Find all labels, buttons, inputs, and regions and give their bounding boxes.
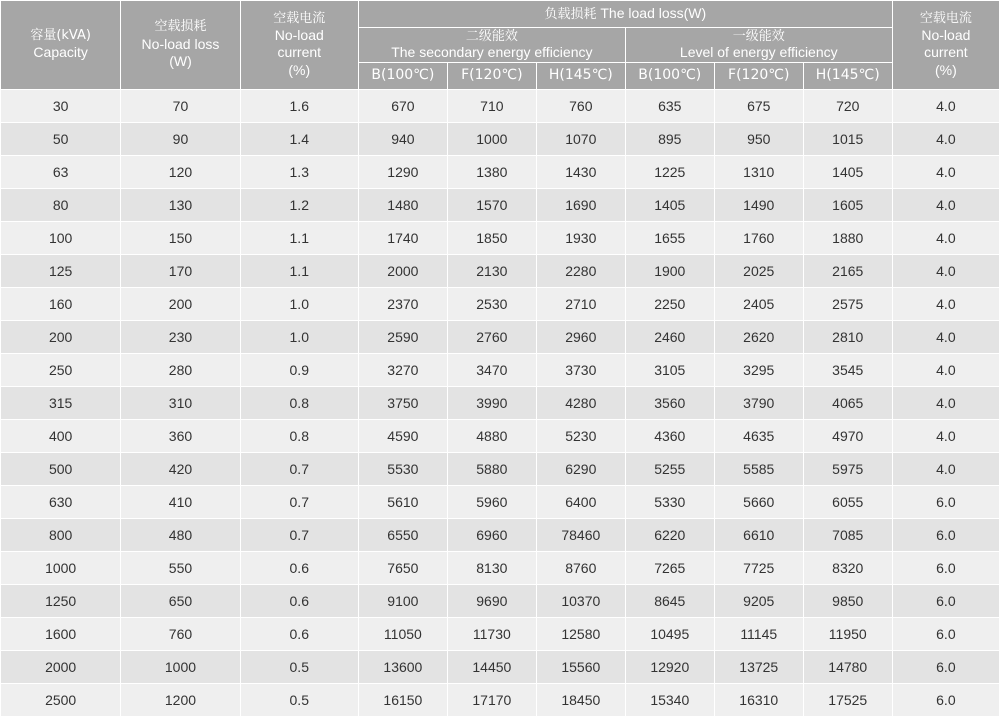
cell-lvl-h: 4065 [803, 387, 892, 420]
header-sec-f: F(120℃) [447, 63, 536, 90]
cell-sec-h: 2960 [536, 321, 625, 354]
cell-no-load-loss: 280 [121, 354, 240, 387]
cell-lvl-f: 2025 [714, 255, 803, 288]
cell-capacity: 200 [1, 321, 121, 354]
cell-sec-f: 710 [447, 90, 536, 123]
cell-no-load-current: 1.4 [240, 123, 358, 156]
table-row [1, 387, 1000, 420]
cell-capacity: 160 [1, 288, 121, 321]
cell-no-load-current-2: 4.0 [892, 354, 999, 387]
cell-no-load-loss: 310 [121, 387, 240, 420]
cell-no-load-current: 1.1 [240, 222, 358, 255]
cell-sec-b: 940 [358, 123, 447, 156]
cell-sec-h: 760 [536, 90, 625, 123]
cell-no-load-current: 1.2 [240, 189, 358, 222]
cell-sec-f: 3990 [447, 387, 536, 420]
cell-capacity: 800 [1, 519, 121, 552]
cell-lvl-h: 4970 [803, 420, 892, 453]
cell-lvl-f: 11145 [714, 618, 803, 651]
header-no-load-current-left-unit: (%) [288, 61, 311, 78]
table-row [1, 420, 1000, 453]
cell-no-load-loss: 200 [121, 288, 240, 321]
cell-no-load-current-2: 4.0 [892, 156, 999, 189]
cell-sec-h: 2280 [536, 255, 625, 288]
cell-lvl-b: 3105 [625, 354, 714, 387]
cell-lvl-b: 1225 [625, 156, 714, 189]
table-row [1, 156, 1000, 189]
cell-no-load-current-2: 4.0 [892, 453, 999, 486]
cell-capacity: 2000 [1, 651, 121, 684]
cell-no-load-current: 1.6 [240, 90, 358, 123]
cell-no-load-current: 0.6 [240, 585, 358, 618]
header-sec-h: H(145℃) [536, 63, 625, 90]
cell-lvl-b: 12920 [625, 651, 714, 684]
header-row-top [1, 1, 1000, 28]
cell-sec-b: 3270 [358, 354, 447, 387]
cell-sec-b: 16150 [358, 684, 447, 717]
header-load-loss-group [358, 1, 892, 28]
cell-lvl-h: 1605 [803, 189, 892, 222]
cell-lvl-h: 2165 [803, 255, 892, 288]
cell-no-load-current: 0.5 [240, 651, 358, 684]
cell-no-load-current: 0.9 [240, 354, 358, 387]
header-level-efficiency [625, 28, 892, 63]
header-capacity-en: Capacity [33, 44, 88, 61]
cell-lvl-h: 720 [803, 90, 892, 123]
cell-sec-f: 8130 [447, 552, 536, 585]
cell-no-load-current: 0.7 [240, 453, 358, 486]
cell-no-load-current-2: 6.0 [892, 684, 999, 717]
cell-lvl-b: 8645 [625, 585, 714, 618]
header-secondary-efficiency [358, 28, 625, 63]
cell-sec-b: 2590 [358, 321, 447, 354]
cell-sec-f: 14450 [447, 651, 536, 684]
cell-lvl-b: 4360 [625, 420, 714, 453]
cell-no-load-loss: 120 [121, 156, 240, 189]
table-row [1, 651, 1000, 684]
table-row [1, 618, 1000, 651]
cell-sec-b: 13600 [358, 651, 447, 684]
cell-lvl-b: 10495 [625, 618, 714, 651]
header-load-loss-group-cn: 负载损耗 [544, 7, 597, 23]
cell-lvl-f: 16310 [714, 684, 803, 717]
header-no-load-current-right-unit: (%) [934, 61, 957, 78]
cell-sec-f: 5960 [447, 486, 536, 519]
header-no-load-loss-en: No-load loss [141, 35, 220, 52]
cell-no-load-current-2: 4.0 [892, 321, 999, 354]
cell-sec-h: 4280 [536, 387, 625, 420]
cell-sec-f: 11730 [447, 618, 536, 651]
header-no-load-current-right-cn: 空载电流 [919, 10, 972, 26]
cell-no-load-loss: 410 [121, 486, 240, 519]
cell-lvl-b: 7265 [625, 552, 714, 585]
cell-no-load-current-2: 4.0 [892, 288, 999, 321]
header-lvl-f: F(120℃) [714, 63, 803, 90]
cell-sec-h: 10370 [536, 585, 625, 618]
cell-capacity: 63 [1, 156, 121, 189]
cell-sec-b: 1290 [358, 156, 447, 189]
table-row [1, 486, 1000, 519]
header-no-load-current-left-en1: No-load [274, 26, 324, 43]
cell-lvl-h: 6055 [803, 486, 892, 519]
cell-no-load-loss: 760 [121, 618, 240, 651]
header-secondary-efficiency-cn: 二级能效 [465, 28, 518, 44]
cell-capacity: 250 [1, 354, 121, 387]
cell-lvl-h: 1880 [803, 222, 892, 255]
cell-sec-f: 9690 [447, 585, 536, 618]
header-no-load-loss-cn: 空载损耗 [154, 19, 207, 35]
cell-no-load-loss: 650 [121, 585, 240, 618]
cell-lvl-f: 950 [714, 123, 803, 156]
cell-no-load-loss: 550 [121, 552, 240, 585]
cell-no-load-current-2: 4.0 [892, 255, 999, 288]
cell-lvl-b: 1405 [625, 189, 714, 222]
table-row [1, 519, 1000, 552]
cell-no-load-loss: 90 [121, 123, 240, 156]
cell-sec-b: 3750 [358, 387, 447, 420]
table-body [1, 90, 1000, 717]
table-row [1, 189, 1000, 222]
cell-sec-h: 1930 [536, 222, 625, 255]
cell-no-load-current-2: 6.0 [892, 585, 999, 618]
cell-no-load-loss: 70 [121, 90, 240, 123]
cell-lvl-h: 1015 [803, 123, 892, 156]
cell-lvl-f: 2405 [714, 288, 803, 321]
cell-lvl-h: 8320 [803, 552, 892, 585]
header-no-load-current-right [892, 1, 999, 90]
cell-lvl-b: 3560 [625, 387, 714, 420]
cell-lvl-f: 675 [714, 90, 803, 123]
header-no-load-current-left [240, 1, 358, 90]
cell-no-load-current-2: 6.0 [892, 486, 999, 519]
table-row [1, 90, 1000, 123]
cell-capacity: 80 [1, 189, 121, 222]
cell-sec-b: 670 [358, 90, 447, 123]
cell-no-load-loss: 130 [121, 189, 240, 222]
cell-lvl-h: 11950 [803, 618, 892, 651]
cell-capacity: 630 [1, 486, 121, 519]
cell-no-load-current-2: 4.0 [892, 189, 999, 222]
cell-no-load-current: 1.0 [240, 288, 358, 321]
cell-sec-h: 3730 [536, 354, 625, 387]
cell-lvl-f: 6610 [714, 519, 803, 552]
cell-no-load-current-2: 4.0 [892, 387, 999, 420]
cell-sec-f: 1850 [447, 222, 536, 255]
cell-no-load-current: 0.8 [240, 420, 358, 453]
cell-lvl-h: 17525 [803, 684, 892, 717]
cell-lvl-h: 9850 [803, 585, 892, 618]
cell-no-load-current-2: 4.0 [892, 123, 999, 156]
cell-no-load-current-2: 4.0 [892, 90, 999, 123]
cell-sec-h: 6290 [536, 453, 625, 486]
table-row [1, 453, 1000, 486]
header-sec-b: B(100℃) [358, 63, 447, 90]
cell-sec-b: 4590 [358, 420, 447, 453]
cell-sec-b: 1480 [358, 189, 447, 222]
cell-lvl-b: 895 [625, 123, 714, 156]
cell-no-load-current-2: 4.0 [892, 420, 999, 453]
cell-lvl-b: 5255 [625, 453, 714, 486]
cell-sec-f: 6960 [447, 519, 536, 552]
table-header [1, 1, 1000, 90]
table-row [1, 222, 1000, 255]
cell-lvl-b: 635 [625, 90, 714, 123]
table-row [1, 354, 1000, 387]
cell-sec-h: 12580 [536, 618, 625, 651]
cell-sec-f: 4880 [447, 420, 536, 453]
cell-capacity: 2500 [1, 684, 121, 717]
cell-sec-f: 2130 [447, 255, 536, 288]
cell-lvl-b: 1655 [625, 222, 714, 255]
cell-lvl-f: 1760 [714, 222, 803, 255]
cell-sec-b: 5530 [358, 453, 447, 486]
cell-no-load-current: 0.6 [240, 552, 358, 585]
cell-sec-b: 5610 [358, 486, 447, 519]
cell-sec-b: 2370 [358, 288, 447, 321]
cell-lvl-b: 15340 [625, 684, 714, 717]
header-capacity-cn: 容量(kVA) [30, 28, 91, 44]
cell-no-load-loss: 480 [121, 519, 240, 552]
cell-sec-f: 1570 [447, 189, 536, 222]
cell-no-load-loss: 230 [121, 321, 240, 354]
cell-sec-h: 78460 [536, 519, 625, 552]
cell-sec-h: 5230 [536, 420, 625, 453]
cell-lvl-f: 9205 [714, 585, 803, 618]
cell-no-load-current: 1.3 [240, 156, 358, 189]
cell-sec-h: 18450 [536, 684, 625, 717]
cell-no-load-current-2: 6.0 [892, 651, 999, 684]
cell-no-load-loss: 1200 [121, 684, 240, 717]
table-row [1, 321, 1000, 354]
cell-no-load-current: 0.7 [240, 486, 358, 519]
header-level-efficiency-cn: 一级能效 [732, 28, 785, 44]
cell-lvl-f: 1490 [714, 189, 803, 222]
cell-lvl-h: 1405 [803, 156, 892, 189]
cell-lvl-f: 1310 [714, 156, 803, 189]
cell-lvl-f: 4635 [714, 420, 803, 453]
cell-capacity: 1000 [1, 552, 121, 585]
cell-sec-f: 17170 [447, 684, 536, 717]
cell-sec-b: 9100 [358, 585, 447, 618]
cell-capacity: 125 [1, 255, 121, 288]
cell-no-load-loss: 170 [121, 255, 240, 288]
cell-capacity: 100 [1, 222, 121, 255]
cell-lvl-f: 3295 [714, 354, 803, 387]
cell-lvl-b: 2460 [625, 321, 714, 354]
cell-lvl-f: 5585 [714, 453, 803, 486]
cell-lvl-h: 2575 [803, 288, 892, 321]
header-lvl-b: B(100℃) [625, 63, 714, 90]
cell-sec-f: 2760 [447, 321, 536, 354]
header-level-efficiency-en: Level of energy efficiency [679, 44, 838, 61]
cell-lvl-b: 2250 [625, 288, 714, 321]
cell-sec-f: 3470 [447, 354, 536, 387]
cell-sec-f: 1000 [447, 123, 536, 156]
cell-lvl-b: 6220 [625, 519, 714, 552]
table-row [1, 684, 1000, 717]
cell-no-load-loss: 1000 [121, 651, 240, 684]
cell-no-load-loss: 360 [121, 420, 240, 453]
cell-sec-h: 15560 [536, 651, 625, 684]
cell-no-load-current: 1.0 [240, 321, 358, 354]
header-no-load-current-left-cn: 空载电流 [273, 10, 326, 26]
header-no-load-loss [121, 1, 240, 90]
cell-no-load-current: 1.1 [240, 255, 358, 288]
cell-sec-b: 11050 [358, 618, 447, 651]
cell-sec-h: 1070 [536, 123, 625, 156]
cell-no-load-loss: 420 [121, 453, 240, 486]
cell-sec-b: 2000 [358, 255, 447, 288]
cell-no-load-current-2: 6.0 [892, 552, 999, 585]
header-no-load-current-left-en2: current [277, 44, 322, 61]
cell-sec-h: 1690 [536, 189, 625, 222]
cell-lvl-b: 5330 [625, 486, 714, 519]
cell-capacity: 50 [1, 123, 121, 156]
cell-capacity: 315 [1, 387, 121, 420]
cell-lvl-f: 13725 [714, 651, 803, 684]
cell-sec-h: 2710 [536, 288, 625, 321]
cell-lvl-h: 5975 [803, 453, 892, 486]
cell-lvl-h: 7085 [803, 519, 892, 552]
table-row [1, 123, 1000, 156]
table-row [1, 255, 1000, 288]
cell-capacity: 500 [1, 453, 121, 486]
cell-lvl-f: 3790 [714, 387, 803, 420]
table-row [1, 552, 1000, 585]
cell-lvl-f: 7725 [714, 552, 803, 585]
cell-sec-h: 8760 [536, 552, 625, 585]
cell-lvl-b: 1900 [625, 255, 714, 288]
cell-sec-b: 7650 [358, 552, 447, 585]
cell-capacity: 30 [1, 90, 121, 123]
cell-capacity: 1600 [1, 618, 121, 651]
cell-capacity: 1250 [1, 585, 121, 618]
header-lvl-h: H(145℃) [803, 63, 892, 90]
cell-no-load-current: 0.6 [240, 618, 358, 651]
cell-lvl-h: 2810 [803, 321, 892, 354]
table-row [1, 288, 1000, 321]
cell-sec-b: 6550 [358, 519, 447, 552]
cell-sec-f: 5880 [447, 453, 536, 486]
header-capacity [1, 1, 121, 90]
cell-no-load-current: 0.8 [240, 387, 358, 420]
cell-no-load-current-2: 6.0 [892, 519, 999, 552]
cell-lvl-h: 3545 [803, 354, 892, 387]
cell-capacity: 400 [1, 420, 121, 453]
cell-no-load-current: 0.7 [240, 519, 358, 552]
header-secondary-efficiency-en: The secondary energy efficiency [391, 44, 593, 61]
cell-sec-b: 1740 [358, 222, 447, 255]
cell-no-load-current-2: 6.0 [892, 618, 999, 651]
cell-lvl-f: 5660 [714, 486, 803, 519]
cell-no-load-current-2: 4.0 [892, 222, 999, 255]
cell-lvl-f: 2620 [714, 321, 803, 354]
cell-sec-h: 1430 [536, 156, 625, 189]
header-no-load-current-right-en1: No-load [921, 26, 971, 43]
cell-sec-f: 2530 [447, 288, 536, 321]
header-no-load-loss-unit: (W) [169, 53, 192, 70]
cell-lvl-h: 14780 [803, 651, 892, 684]
table-row [1, 585, 1000, 618]
header-load-loss-group-en: The load loss(W) [600, 5, 707, 22]
cell-sec-h: 6400 [536, 486, 625, 519]
cell-sec-f: 1380 [447, 156, 536, 189]
cell-no-load-loss: 150 [121, 222, 240, 255]
cell-no-load-current: 0.5 [240, 684, 358, 717]
header-no-load-current-right-en2: current [924, 44, 968, 61]
